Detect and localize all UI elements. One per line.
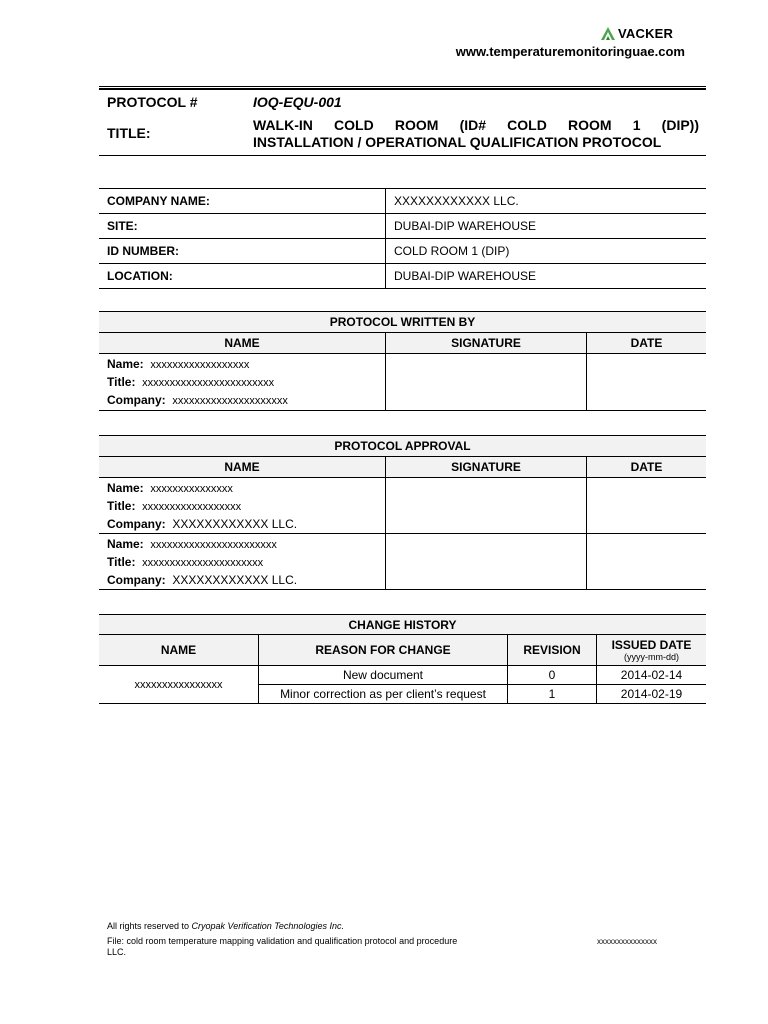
col-date: DATE xyxy=(587,333,707,354)
title-label: Title: xyxy=(107,499,136,513)
footer-rights xyxy=(107,921,344,931)
change-history-heading: CHANGE HISTORY xyxy=(99,615,706,635)
change-revision: 1 xyxy=(508,685,597,704)
protocol-title-line2: INSTALLATION / OPERATIONAL QUALIFICATION PROTOCOL xyxy=(253,134,662,150)
title-value: xxxxxxxxxxxxxxxxxxxxxx xyxy=(142,557,264,569)
date-cell[interactable] xyxy=(587,354,707,411)
rights-prefix: All rights reserved to xyxy=(107,921,192,931)
change-author: xxxxxxxxxxxxxxxx xyxy=(99,666,259,704)
protocol-title-line1: WALK-IN COLD ROOM (ID# COLD ROOM 1 (DIP)) xyxy=(253,117,699,133)
col-issued-date xyxy=(597,635,707,666)
signature-cell[interactable] xyxy=(386,478,587,534)
col-name: NAME xyxy=(99,457,386,478)
approver-row xyxy=(99,478,706,534)
company-label: Company: xyxy=(107,393,166,407)
website-url[interactable]: www.temperaturemonitoringuae.com xyxy=(455,44,685,59)
footer-code: xxxxxxxxxxxxxxx xyxy=(597,937,657,946)
protocol-number-value: IOQ-EQU-001 xyxy=(253,94,342,110)
info-label: ID NUMBER: xyxy=(99,239,386,264)
approval-heading: PROTOCOL APPROVAL xyxy=(99,436,706,457)
protocol-number-label: PROTOCOL # xyxy=(107,94,198,110)
name-label: Name: xyxy=(107,537,144,551)
col-name: NAME xyxy=(99,635,259,666)
file-line2: LLC. xyxy=(107,947,127,957)
top-double-rule xyxy=(99,86,706,90)
company-value: xxxxxxxxxxxxxxxxxxxxx xyxy=(172,395,288,407)
info-row-location xyxy=(99,264,706,289)
info-value: COLD ROOM 1 (DIP) xyxy=(386,239,707,264)
col-name: NAME xyxy=(99,333,386,354)
signatory-row xyxy=(99,354,706,411)
change-reason: New document xyxy=(259,666,508,685)
vacker-logo xyxy=(600,26,673,41)
change-row xyxy=(99,666,706,685)
info-label: COMPANY NAME: xyxy=(99,189,386,214)
col-revision: REVISION xyxy=(508,635,597,666)
footer-file xyxy=(107,936,527,958)
company-value: XXXXXXXXXXXX LLC. xyxy=(172,573,298,587)
signature-cell[interactable] xyxy=(386,534,587,590)
logo-text: VACKER xyxy=(618,26,674,41)
change-issued-date: 2014-02-14 xyxy=(597,666,707,685)
title-value: xxxxxxxxxxxxxxxxxxxxxxxx xyxy=(142,377,275,389)
written-by-table xyxy=(99,311,706,411)
info-row-site xyxy=(99,214,706,239)
change-reason: Minor correction as per client’s request xyxy=(259,685,508,704)
title-label: Title: xyxy=(107,555,136,569)
info-label: SITE: xyxy=(99,214,386,239)
title-rule xyxy=(99,155,706,156)
col-date: DATE xyxy=(587,457,707,478)
signature-cell[interactable] xyxy=(386,354,587,411)
approval-table xyxy=(99,435,706,590)
col-signature: SIGNATURE xyxy=(386,457,587,478)
info-value: XXXXXXXXXXXX LLC. xyxy=(386,189,707,214)
company-label: Company: xyxy=(107,573,166,587)
info-value: DUBAI-DIP WAREHOUSE xyxy=(386,264,707,289)
name-value: xxxxxxxxxxxxxxxxxx xyxy=(150,359,250,371)
info-row-company xyxy=(99,189,706,214)
date-cell[interactable] xyxy=(587,534,707,590)
company-value: XXXXXXXXXXXX LLC. xyxy=(172,517,298,531)
col-reason: REASON FOR CHANGE xyxy=(259,635,508,666)
change-revision: 0 xyxy=(508,666,597,685)
date-cell[interactable] xyxy=(587,478,707,534)
title-label: TITLE: xyxy=(107,125,151,141)
company-info-table xyxy=(99,188,706,289)
change-issued-date: 2014-02-19 xyxy=(597,685,707,704)
name-value: xxxxxxxxxxxxxxxxxxxxxxx xyxy=(150,539,277,551)
issued-date-label: ISSUED DATE xyxy=(611,638,692,652)
title-label: Title: xyxy=(107,375,136,389)
name-label: Name: xyxy=(107,357,144,371)
title-value: xxxxxxxxxxxxxxxxxx xyxy=(142,501,242,513)
change-history-table xyxy=(99,614,706,704)
approver-details xyxy=(99,478,386,534)
vacker-leaf-icon xyxy=(600,26,616,41)
approver-details xyxy=(99,534,386,590)
issued-date-format: (yyyy-mm-dd) xyxy=(624,652,679,662)
protocol-title xyxy=(253,117,699,151)
signatory-details xyxy=(99,354,386,411)
name-label: Name: xyxy=(107,481,144,495)
name-value: xxxxxxxxxxxxxxx xyxy=(150,483,233,495)
file-line1: File: cold room temperature mapping validation and qualification protocol and procedure xyxy=(107,936,458,946)
company-label: Company: xyxy=(107,517,166,531)
col-signature: SIGNATURE xyxy=(386,333,587,354)
info-value: DUBAI-DIP WAREHOUSE xyxy=(386,214,707,239)
info-label: LOCATION: xyxy=(99,264,386,289)
info-row-id xyxy=(99,239,706,264)
rights-company: Cryopak Verification Technologies Inc. xyxy=(191,921,344,931)
written-by-heading: PROTOCOL WRITTEN BY xyxy=(99,312,706,333)
approver-row xyxy=(99,534,706,590)
